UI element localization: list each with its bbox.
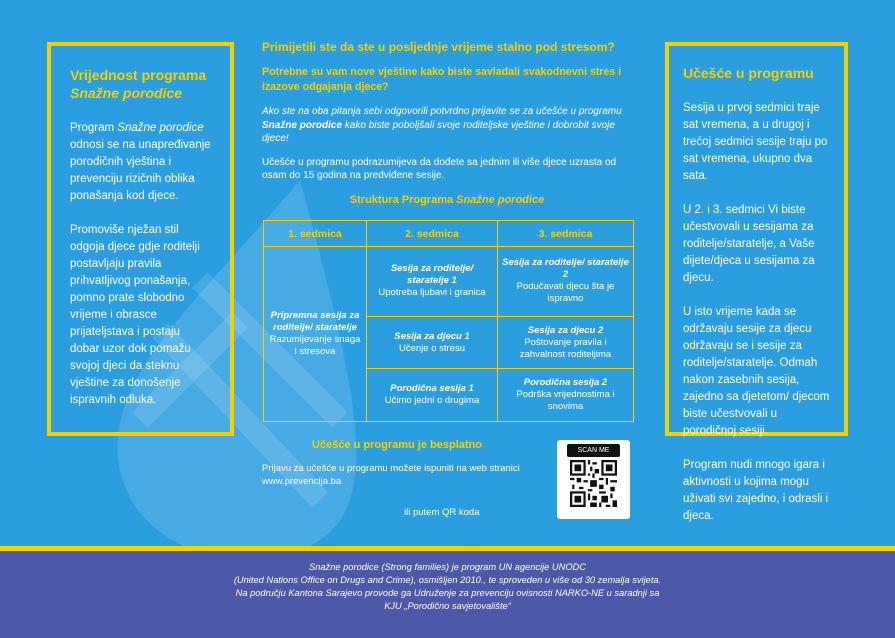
session-name: Pripremna sesija za roditelje/ staratelje — [270, 310, 360, 333]
footer-program-name: Snažne porodice (Strong families) — [309, 562, 450, 572]
table-header-row — [264, 221, 634, 247]
session-name: Sesija za roditelje/ staratelje 1 — [390, 263, 474, 287]
session-name: Sesija za djecu 2 — [527, 324, 604, 336]
structure-title-prefix: Struktura Programa — [349, 194, 457, 206]
session-name: Porodična sesija 2 — [523, 377, 608, 389]
session-name: Sesija za roditelje/ staratelje 2 — [502, 257, 629, 281]
structure-title-italic: Snažne porodice — [456, 194, 545, 206]
qr-hint: ili putem QR koda — [404, 507, 480, 518]
center-column — [262, 40, 634, 183]
qr-code-icon[interactable] — [570, 460, 617, 507]
header-week-2: 2. sedmica — [367, 221, 498, 247]
value-paragraph-2: Promoviše nježan stil odgoja djece gdje roditelji postavljaju pravila prihvatljivog ponašanja, pomno prate slobodno vrijeme i obrasce prijateljstava i postaju dobar uzor dok pomažu svojoj djeci da steknu vještine za donošenje ispravnih odluka. — [70, 224, 200, 406]
p1-rest: odnosi se na unapređivanje porodičnih vještina i prevenciju rizičnih oblika ponašanja kod djece. — [70, 139, 211, 202]
invitation-suffix: kako biste poboljšali svoje roditeljske vještine i dobrobit svoje djece! — [262, 119, 615, 144]
week3-children-cell — [498, 316, 634, 369]
participation-paragraph-1: Sesija u prvoj sedmici traje sat vremena, a u drugoj i trećoj sedmici sesije traju po sat vremena, ukupno dva sata. — [683, 102, 828, 182]
panel-title-line2: Snažne porodice — [70, 85, 183, 101]
footer-line2: (United Nations Office on Drugs and Crime), osmišljen 2010., te sproveden u više od 30 zemalja svijeta. Na području Kantona Sarajevo provode ga Udruženje za prevenciju ovisnosti NARKO-NE u saradnji sa KJU „Porodično savjetovalište“ — [233, 575, 662, 611]
invitation-prefix: Ako ste na oba pitanja sebi odgovorili potvrdno prijavite se za učešće u programu — [262, 106, 622, 117]
week2-family-cell — [367, 369, 498, 422]
invitation-text — [262, 105, 634, 146]
participation-text: Učešće u programu podrazumijeva da dođete sa jednim ili više djece uzrasta od osam do 15 godina na predviđene sesije. — [262, 156, 617, 181]
participation-paragraph-3: U isto vrijeme kada se održavaju sesije za djecu održavaju se i sesije za roditelje/staratelje. Odmah nakon zasebnih sesija, zajedno sa djetetom/ djecom biste učestvovali u porodičnoj sesiji. — [683, 306, 830, 437]
footer-line1-rest: je program UN agencije UNODC — [449, 562, 586, 572]
week2-parents-cell — [367, 247, 498, 317]
week1-cell — [264, 247, 367, 422]
footer-text — [230, 561, 665, 613]
session-desc: Učimo jedni o drugima — [384, 395, 480, 407]
registration-text: Prijavu za učešće u programu možete ispuniti na web stranici www.prevencija.ba — [262, 463, 520, 487]
header-week-1: 1. sedmica — [264, 221, 367, 247]
footer — [0, 551, 895, 638]
week3-family-cell — [498, 369, 634, 422]
p1-program-name: Snažne porodice — [117, 122, 204, 134]
program-structure-table — [263, 220, 634, 422]
session-desc: Poštovanje pravila i zahvalnost roditeljima — [519, 336, 612, 360]
session-desc: Upotreba ljubavi i granica — [378, 287, 486, 299]
panel-title: Učešće u programu — [683, 65, 814, 81]
session-desc: Razumijevanje snaga i stresova — [269, 334, 361, 357]
p1-prefix: Program — [70, 122, 118, 134]
session-name: Porodična sesija 1 — [390, 383, 474, 395]
program-value-panel — [47, 42, 234, 436]
session-desc: Podučavati djecu šta je ispravno — [516, 281, 615, 305]
header-week-3: 3. sedmica — [498, 221, 634, 247]
week3-parents-cell — [498, 247, 634, 317]
invitation-program-name: Snažne porodice — [262, 119, 343, 131]
participation-paragraph-4: Program nudi mnogo igara i aktivnosti u kojima mogu uživati svi zajedno, i odrasli i djeca. — [683, 459, 829, 522]
session-desc: Učenje o stresu — [398, 342, 465, 354]
scan-me-label: SCAN ME — [567, 444, 620, 457]
free-participation-heading: Učešće u programu je besplatno — [312, 439, 482, 451]
value-paragraph-1 — [70, 120, 212, 205]
question-stress: Primijetili ste da ste u posljednje vrijeme stalno pod stresom? — [262, 40, 615, 54]
qr-code-box[interactable] — [557, 440, 630, 519]
participation-paragraph-2: U 2. i 3. sedmici Vi biste učestvovali u sesijama za roditelje/staratelje, a Vaše dijete/djeca u sesijama za djecu. — [683, 204, 815, 284]
panel-title — [70, 66, 212, 102]
table-row — [264, 247, 634, 317]
question-skills: Potrebne su vam nove vještine kako biste savladali svakodnevni stres i izazove odgajanja djece? — [262, 66, 622, 93]
week2-children-cell — [367, 316, 498, 369]
structure-title — [262, 194, 632, 206]
participation-panel — [665, 42, 848, 522]
panel-title-line1: Vrijednost programa — [70, 67, 207, 83]
session-name: Sesija za djecu 1 — [394, 330, 470, 342]
session-desc: Podrška vrijednostima i snovima — [516, 389, 615, 413]
